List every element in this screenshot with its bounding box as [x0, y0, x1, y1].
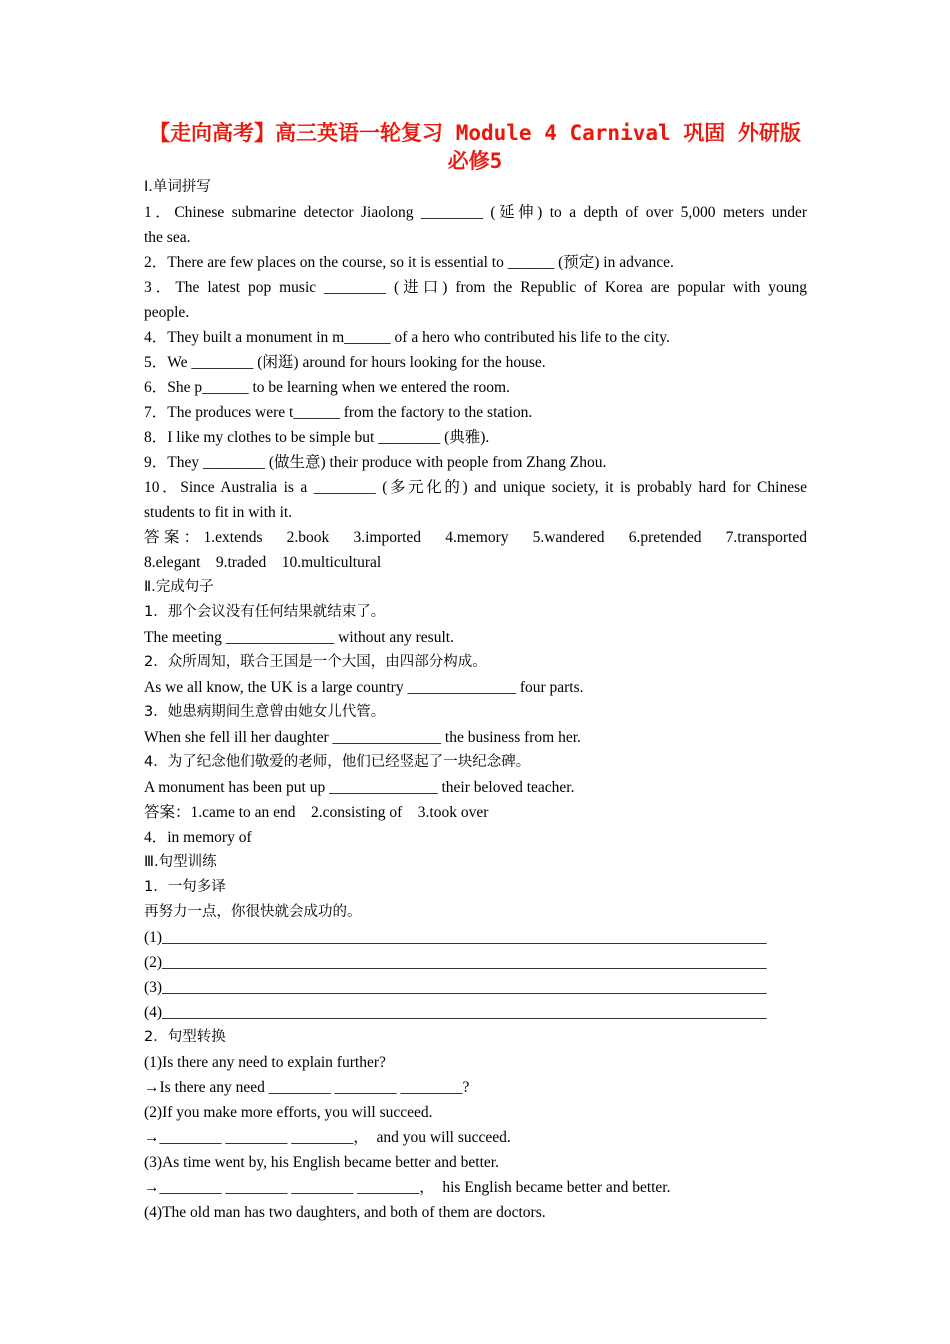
- text-line: (4)______________________________________________________________________________: [144, 1004, 767, 1021]
- text-line: 3．The latest pop music ________ (进口) from the Republic of Korea are popular with young: [144, 279, 807, 296]
- text-line: students to fit in with it.: [144, 504, 293, 521]
- text-line: 2．There are few places on the course, so it is essential to ______ (预定) in advance.: [144, 254, 674, 271]
- text-line: 1．Chinese submarine detector Jiaolong ________ (延伸) to a depth of over 5,000 meters under: [144, 204, 807, 221]
- text-line: 9．They ________ (做生意) their produce with people from Zhang Zhou.: [144, 454, 607, 471]
- text-line: Ⅲ.句型训练: [144, 854, 217, 870]
- text-line: 答案：1.extends 2.book 3.imported 4.memory 5.wandered 6.pretended 7.transported: [144, 529, 807, 546]
- text-line: 8．I like my clothes to be simple but ________ (典雅).: [144, 429, 490, 446]
- text-line: 4．They built a monument in m______ of a hero who contributed his life to the city.: [144, 329, 670, 346]
- text-line: →________ ________ ________ ________， his English became better and better.: [144, 1179, 671, 1196]
- text-line: The meeting ______________ without any result.: [144, 629, 454, 646]
- text-line: 2．句型转换: [144, 1029, 226, 1045]
- text-line: 3．她患病期间生意曾由她女儿代管。: [144, 704, 386, 720]
- text-line: 答案：1.came to an end 2.consisting of 3.took over: [144, 804, 489, 821]
- text-line: 7．The produces were t______ from the factory to the station.: [144, 404, 533, 421]
- text-line: the sea.: [144, 229, 191, 246]
- text-line: (2)______________________________________________________________________________: [144, 954, 767, 971]
- text-line: When she fell ill her daughter ______________ the business from her.: [144, 729, 581, 746]
- text-line: people.: [144, 304, 190, 321]
- text-line: (1)______________________________________________________________________________: [144, 929, 767, 946]
- document-title: [120, 119, 830, 175]
- text-line: 4．为了纪念他们敬爱的老师，他们已经竖起了一块纪念碑。: [144, 754, 531, 770]
- text-line: 6．She p______ to be learning when we entered the room.: [144, 379, 510, 396]
- text-line: (4)The old man has two daughters, and both of them are doctors.: [144, 1204, 546, 1221]
- text-line: As we all know, the UK is a large country ______________ four parts.: [144, 679, 584, 696]
- text-line: 1．一句多译: [144, 879, 226, 895]
- text-line: 8.elegant 9.traded 10.multicultural: [144, 554, 382, 571]
- text-line: 4．in memory of: [144, 829, 252, 846]
- document-body: [144, 175, 807, 1225]
- text-line: (1)Is there any need to explain further?: [144, 1054, 386, 1071]
- text-line: 2．众所周知，联合王国是一个大国，由四部分构成。: [144, 654, 487, 670]
- text-line: (2)If you make more efforts, you will succeed.: [144, 1104, 433, 1121]
- title-line-1: 【走向高考】高三英语一轮复习 Module 4 Carnival 巩固 外研版: [149, 121, 801, 145]
- text-line: Ⅱ.完成句子: [144, 579, 214, 595]
- text-line: 1．那个会议没有任何结果就结束了。: [144, 604, 386, 620]
- text-line: Ⅰ.单词拼写: [144, 179, 211, 195]
- text-line: 再努力一点，你很快就会成功的。: [144, 904, 362, 920]
- text-line: A monument has been put up ______________ their beloved teacher.: [144, 779, 575, 796]
- text-line: →________ ________ ________， and you will succeed.: [144, 1129, 511, 1146]
- text-line: (3)As time went by, his English became better and better.: [144, 1154, 499, 1171]
- title-line-2: 必修5: [447, 149, 503, 173]
- text-line: 10．Since Australia is a ________ (多元化的) and unique society, it is probably hard for Chinese: [144, 479, 807, 496]
- text-line: (3)______________________________________________________________________________: [144, 979, 767, 996]
- text-line: →Is there any need ________ ________ ________?: [144, 1079, 470, 1096]
- text-line: 5．We ________ (闲逛) around for hours looking for the house.: [144, 354, 546, 371]
